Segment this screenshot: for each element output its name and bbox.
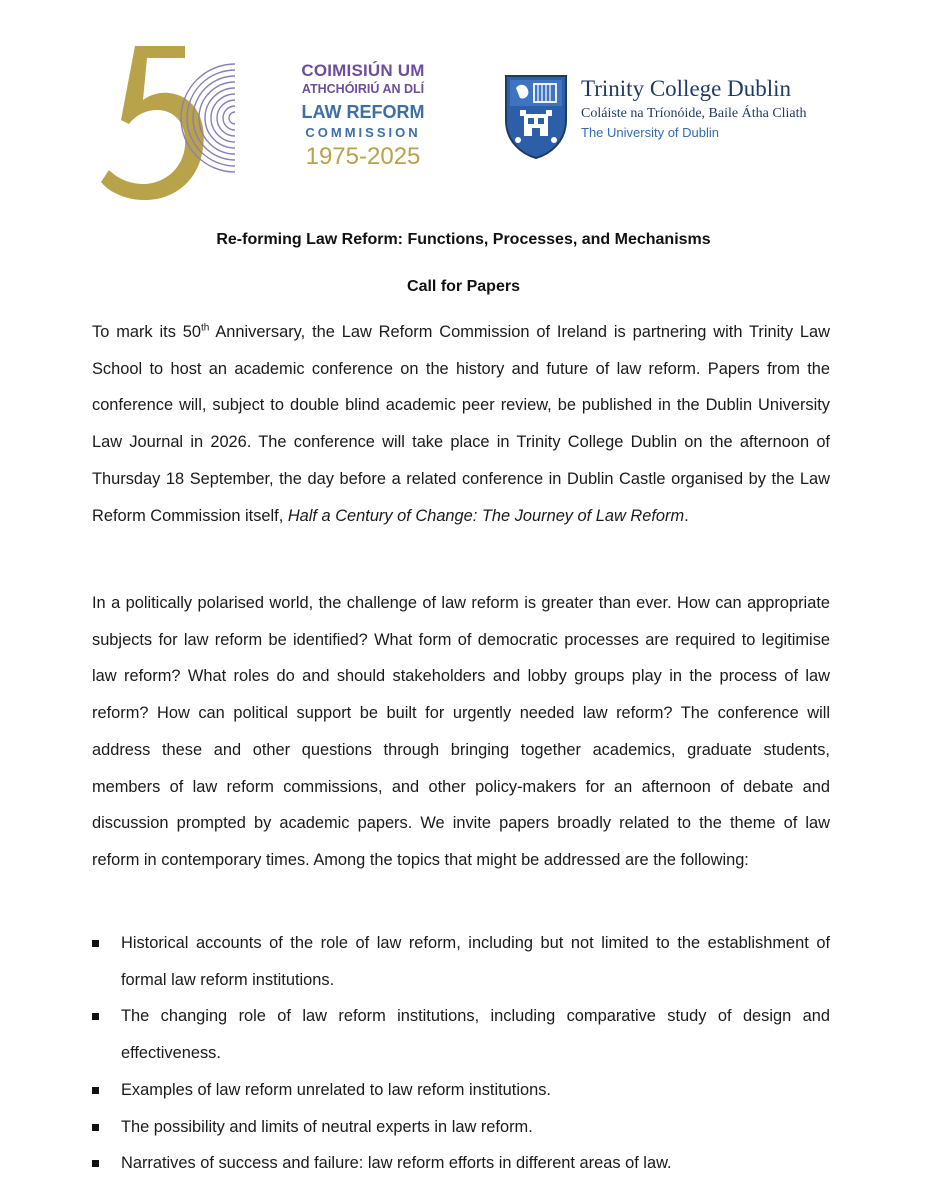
tcd-name: Trinity College Dublin: [581, 76, 791, 101]
list-item: [92, 1072, 830, 1109]
lrc-years: 1975-2025: [305, 143, 421, 170]
lrc-english-line-2: COMMISSION: [305, 125, 421, 140]
tcd-crest-icon: [504, 74, 568, 160]
list-item-text: The changing role of law reform institutions, including comparative study of design and effectiveness.: [121, 1007, 830, 1063]
intro-text-start: To mark its 50: [92, 323, 201, 341]
document-title: Re-forming Law Reform: Functions, Processes, and Mechanisms: [216, 231, 711, 248]
lrc-wordmark: [288, 60, 438, 172]
list-item: [92, 998, 830, 1071]
tcd-irish-name: Coláiste na Tríonóide, Baile Átha Cliath: [581, 106, 807, 121]
list-item-text: Examples of law reform unrelated to law reform institutions.: [121, 1080, 551, 1099]
lrc-english-line-1: LAW REFORM: [301, 102, 425, 122]
square-bullet-icon: [92, 1160, 99, 1167]
square-bullet-icon: [92, 1013, 99, 1020]
intro-paragraph: [92, 314, 830, 534]
list-item: [92, 1145, 830, 1182]
trinity-college-logo: [504, 74, 824, 169]
themes-paragraph: In a politically polarised world, the challenge of law reform is greater than ever. How can appropriate subjects for law reform be identified? What form of democratic processes are required to legitimise law reform? What roles do and should stakeholders and lobby groups play in the process of law reform? How can political support be built for urgently needed law reform? The conference will address these and other questions through bringing together academics, graduate students, members of law reform commissions, and other policy-makers for an afternoon of debate and discussion prompted by academic papers. We invite papers broadly related to the theme of law reform in contemporary times. Among the topics that might be addressed are the following:: [92, 594, 830, 869]
list-item-text: The possibility and limits of neutral experts in law reform.: [121, 1117, 533, 1136]
square-bullet-icon: [92, 1124, 99, 1131]
conference-title: Half a Century of Change: The Journey of Law Reform: [287, 506, 685, 525]
lrc-irish-line-1: COIMISIÚN UM: [301, 61, 425, 80]
lrc-irish-line-2: ATHCHÓIRIÚ AN DLÍ: [301, 82, 425, 96]
tcd-university: The University of Dublin: [581, 125, 719, 140]
ordinal-suffix: th: [201, 322, 210, 334]
list-item: [92, 1109, 830, 1146]
topics-list: [92, 925, 830, 1182]
tcd-wordmark: [581, 74, 807, 143]
fifty-anniversary-emblem: [95, 38, 295, 208]
intro-text-body: Anniversary, the Law Reform Commission of Ireland is partnering with Trinity Law School to host an academic conference on the history and future of law reform. Papers from the conference will, subject to double blind academic peer review, be published in the Dublin University Law Journal in 2026. The conference will take place in Trinity College Dublin on the afternoon of Thursday 18 September, the day before a related conference in Dublin Castle organised by the Law Reform Commission itself,: [92, 323, 830, 525]
list-item-text: Narratives of success and failure: law reform efforts in different areas of law.: [121, 1154, 672, 1173]
letterhead: [0, 0, 927, 215]
list-item-text: Historical accounts of the role of law reform, including but not limited to the establishment of formal law reform institutions.: [121, 934, 830, 989]
document-subtitle: Call for Papers: [407, 278, 520, 295]
list-item: [92, 925, 830, 998]
square-bullet-icon: [92, 940, 99, 947]
square-bullet-icon: [92, 1087, 99, 1094]
intro-text-end: .: [684, 506, 689, 525]
law-reform-commission-logo: [95, 38, 445, 208]
